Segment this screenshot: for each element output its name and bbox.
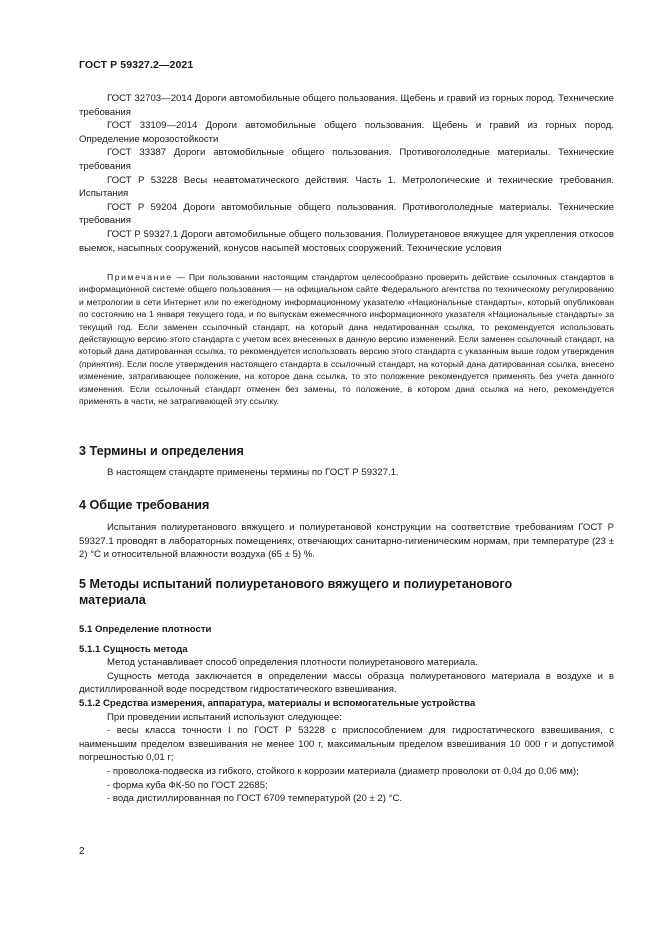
document-code-header: ГОСТ Р 59327.2—2021 [79,59,194,71]
subsection-5-1-1-text: Сущность метода заключается в определении массы образца полиуретанового материала в воздухе и в дистиллированной воде посредством гидростатического взвешивания. [79,670,614,696]
section-5 [79,576,614,806]
section-4-heading: 4 Общие требования [79,498,210,512]
reference-item: ГОСТ 33109—2014 Дороги автомобильные общего пользования. Щебень и гравий из горных пород. Определение морозостойкости [79,120,614,145]
section-3-heading: 3 Термины и определения [79,444,244,458]
equipment-list-item: - проволока-подвеска из гибкого, стойкого к коррозии материала (диаметр проволоки от 0,04 до 0,06 мм); [107,765,579,777]
section-5-heading: 5 Методы испытаний полиуретанового вяжущего и полиуретанового материала [79,577,513,607]
equipment-list-item: - весы класса точности I по ГОСТ Р 53228 с приспособлением для гидростатического взвешивания, с наименьшим пределом взвешивания не менее 100 г, максимальным пределом взвешивания 10 000 г и допустимой погрешностью 0,01 г; [79,725,614,764]
note-label: Примечание [107,272,173,282]
subsection-5-1-2-heading: 5.1.2 Средства измерения, аппаратура, материалы и вспомогательные устройства [79,697,476,709]
section-3 [79,443,614,480]
reference-item: ГОСТ 33387 Дороги автомобильные общего пользования. Противогололедные материалы. Технические требования [79,147,614,172]
note-paragraph [79,271,614,407]
page-number: 2 [79,846,85,857]
reference-item: ГОСТ Р 53228 Весы неавтоматического действия. Часть 1. Метрологические и технические требования. Испытания [79,174,614,200]
reference-item: ГОСТ 32703—2014 Дороги автомобильные общего пользования. Щебень и гравий из горных пород. Технические требования [79,93,614,118]
note-block [79,271,614,407]
section-4-text: Испытания полиуретанового вяжущего и полиуретановой конструкции на соответствие требованиям ГОСТ Р 59327.1 проводят в лабораторных помещениях, отвечающих санитарно-гигиеническим нормам, при температуре (23 ± 2) °С и относительной влажности воздуха (65 ± 5) %. [79,522,614,561]
reference-item: ГОСТ Р 59327.1 Дороги автомобильные общего пользования. Полиуретановое вяжущее для укрепления откосов выемок, насыпных сооружений, конусов насыпей мостовых сооружений. Технические условия [79,228,614,254]
reference-item: ГОСТ Р 59204 Дороги автомобильные общего пользования. Противогололедные материалы. Технические требования [79,201,614,227]
subsection-5-1-1-text: Метод устанавливает способ определения плотности полиуретанового материала. [107,657,478,669]
equipment-list-item: - вода дистиллированная по ГОСТ 6709 температурой (20 ± 2) °С. [107,793,403,805]
note-text: — При пользовании настоящим стандартом целесообразно проверить действие ссылочных стандартов в информационной системе общего пользования — на официальном сайте Федерального агентства по техническому регулированию и метрологии в сети Интернет или по ежегодному информационному указателю «Национальные стандарты», который опубликован по состоянию на 1 января текущего года, и по выпускам ежемесячного информационного указателя «Национальные стандарты» за текущий год. Если заменен ссылочный стандарт, на который дана недатированная ссылка, то рекомендуется использовать действующую версию этого стандарта с учетом всех внесенных в данную версию изменений. Если заменен ссылочный стандарт, на который дана датированная ссылка, то рекомендуется использовать версию этого стандарта с указанным выше годом утверждения (принятия). Если после утверждения настоящего стандарта в ссылочный стандарт, на который дана датированная ссылка, внесено изменение, затрагивающее положение, на которое дана ссылка, то это положение рекомендуется применять без учета данного изменения. Если ссылочный стандарт отменен без замены, то положение, в котором дана ссылка на него, рекомендуется применять в части, не затрагивающей эту ссылку. [79,272,614,407]
normative-references-list [79,92,614,255]
subsection-5-1-heading: 5.1 Определение плотности [79,624,212,635]
section-4 [79,497,614,562]
equipment-list-item: - форма куба ФК-50 по ГОСТ 22685; [107,779,268,791]
subsection-5-1-2-intro: При проведении испытаний используют следующее: [107,711,342,723]
section-3-text: В настоящем стандарте применены термины по ГОСТ Р 59327.1. [107,467,399,478]
subsection-5-1-1-heading: 5.1.1 Сущность метода [79,643,188,655]
